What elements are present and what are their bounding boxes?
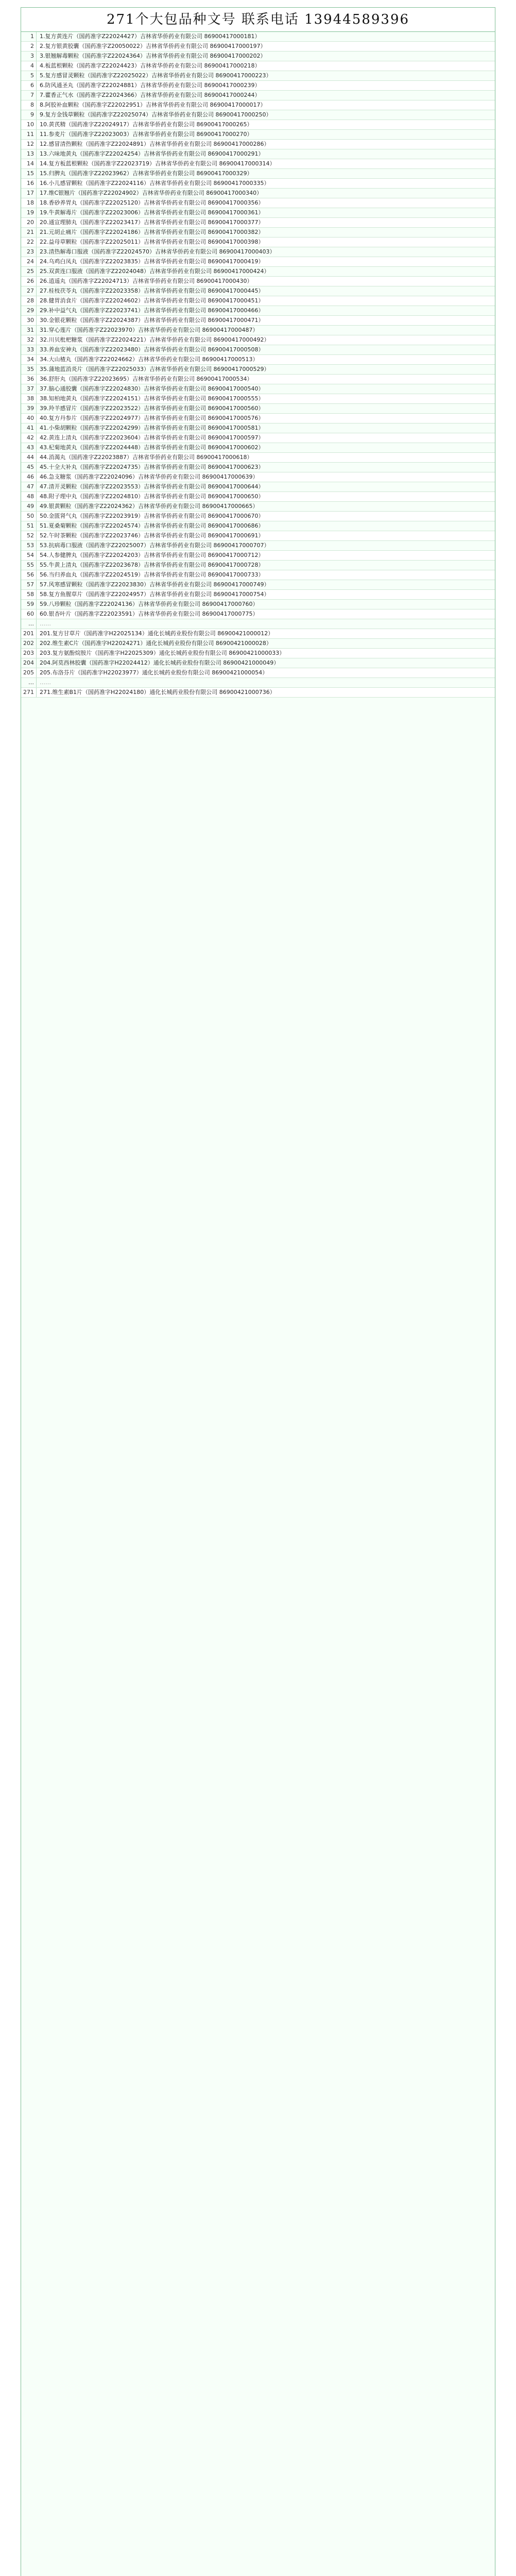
list-item — [21, 198, 495, 208]
list-item — [21, 433, 495, 443]
list-item — [21, 668, 495, 678]
row-number: 23 — [21, 247, 37, 257]
row-text: 52.午时茶颗粒（国药准字Z22023746）吉林省华侨药业有限公司 86900417000691） — [40, 532, 264, 539]
list-item — [21, 423, 495, 433]
row-text: 205.布洛芬片（国药准字H22023977）通化长城药业股份有限公司 86900421000054） — [40, 669, 268, 676]
list-item — [21, 492, 495, 502]
row-text: 7.藿香正气水（国药准字Z22024366）吉林省华侨药业有限公司 86900417000244） — [40, 92, 261, 98]
row-number: 29 — [21, 306, 37, 315]
row-text: 11.参麦片（国药准字Z22023003）吉林省华侨药业有限公司 86900417000270） — [40, 131, 253, 138]
list-item — [21, 355, 495, 365]
list-item — [21, 296, 495, 306]
list-item — [21, 600, 495, 609]
list-item — [21, 81, 495, 91]
row-text: 16.小儿感冒颗粒（国药准字Z22024116）吉林省华侨药业有限公司 86900417000335） — [40, 180, 270, 187]
row-text: 56.当归养血丸（国药准字Z22024519）吉林省华侨药业有限公司 86900417000733） — [40, 571, 264, 578]
row-number: 41 — [21, 423, 37, 433]
list-item — [21, 531, 495, 541]
list-item — [21, 120, 495, 130]
row-number: 33 — [21, 345, 37, 354]
list-item — [21, 52, 495, 61]
row-text: 5.复方感冒灵颗粒（国药准字Z22025022）吉林省华侨药业有限公司 86900417000223） — [40, 72, 272, 79]
list-item — [21, 61, 495, 71]
row-number: 202 — [21, 639, 37, 648]
list-item — [21, 375, 495, 384]
list-item — [21, 384, 495, 394]
list-item — [21, 130, 495, 140]
row-text: 271.维生素B1片（国药准字H22024180）通化长城药业股份有限公司 86900421000736） — [40, 689, 276, 696]
row-text: 58.复方鱼腥草片（国药准字Z22024957）吉林省华侨药业有限公司 86900417000754） — [40, 591, 270, 598]
row-number: 57 — [21, 580, 37, 589]
row-number: 9 — [21, 110, 37, 120]
row-text: 201.复方甘草片（国药准字H22025134）通化长城药业股份有限公司 86900421000012） — [40, 630, 274, 637]
row-text: 4.板蓝根颗粒（国药准字Z22024423）吉林省华侨药业有限公司 86900417000218） — [40, 62, 261, 69]
row-text: 24.乌鸡白凤丸（国药准字Z22023835）吉林省华侨药业有限公司 86900417000419） — [40, 258, 264, 265]
row-number: 17 — [21, 189, 37, 198]
row-text: 39.羚羊感冒片（国药准字Z22023522）吉林省华侨药业有限公司 86900417000560） — [40, 405, 264, 412]
row-number: 34 — [21, 355, 37, 364]
row-text: 57.风寒感冒颗粒（国药准字Z22023830）吉林省华侨药业有限公司 86900417000749） — [40, 581, 270, 588]
document-sheet — [21, 7, 495, 2576]
list-item — [21, 335, 495, 345]
row-number: 40 — [21, 414, 37, 423]
row-number: 46 — [21, 472, 37, 482]
row-text: 15.归脾丸（国药准字Z22023962）吉林省华侨药业有限公司 86900417000329） — [40, 170, 253, 177]
row-number: 59 — [21, 600, 37, 609]
row-text: 10.黄芪精（国药准字Z22024917）吉林省华侨药业有限公司 86900417000265） — [40, 121, 253, 128]
list-item — [21, 277, 495, 286]
row-text: 202.维生素C片（国药准字H22024271）通化长城药业股份有限公司 86900421000028） — [40, 640, 272, 647]
list-item — [21, 100, 495, 110]
row-number: 36 — [21, 375, 37, 384]
row-text: 20.通宣理肺丸（国药准字Z22023417）吉林省华侨药业有限公司 86900417000377） — [40, 219, 264, 226]
list-item — [21, 404, 495, 414]
row-text: 45.十全大补丸（国药准字Z22024735）吉林省华侨药业有限公司 86900417000623） — [40, 464, 264, 470]
row-list — [21, 32, 495, 2576]
list-item — [21, 619, 495, 629]
row-number: 21 — [21, 228, 37, 237]
row-text: 13.六味地黄丸（国药准字Z22024254）吉林省华侨药业有限公司 86900417000291） — [40, 150, 264, 157]
list-item — [21, 453, 495, 463]
row-number: 35 — [21, 365, 37, 374]
row-text: 17.维C银翘片（国药准字Z22024902）吉林省华侨药业有限公司 86900417000340） — [40, 190, 263, 196]
row-text: …… — [40, 620, 51, 627]
list-item — [21, 179, 495, 189]
list-item — [21, 512, 495, 521]
row-number: 30 — [21, 316, 37, 325]
list-item — [21, 570, 495, 580]
row-number: … — [21, 619, 37, 629]
list-item — [21, 443, 495, 453]
row-text: 50.金匮肾气丸（国药准字Z22023919）吉林省华侨药业有限公司 86900417000670） — [40, 513, 264, 519]
row-text: 46.急支糖浆（国药准字Z22024096）吉林省华侨药业有限公司 86900417000639） — [40, 473, 259, 480]
row-number: 7 — [21, 91, 37, 100]
document-title: 271个大包品种文号 联系电话 13944589396 — [21, 8, 495, 32]
list-item — [21, 345, 495, 355]
row-number: 4 — [21, 61, 37, 71]
list-item — [21, 189, 495, 198]
row-text: 14.复方板蓝根颗粒（国药准字Z22023719）吉林省华侨药业有限公司 86900417000314） — [40, 160, 276, 167]
row-number: 42 — [21, 433, 37, 443]
row-number: 204 — [21, 658, 37, 668]
list-item — [21, 649, 495, 658]
row-text: 53.抗病毒口服液（国药准字Z22025007）吉林省华侨药业有限公司 86900417000707） — [40, 542, 270, 549]
row-text: 23.清热解毒口服液（国药准字Z22024570）吉林省华侨药业有限公司 86900417000403） — [40, 248, 276, 255]
row-text: 54.人参健脾丸（国药准字Z22024203）吉林省华侨药业有限公司 86900417000712） — [40, 552, 264, 558]
list-item — [21, 678, 495, 688]
row-text: 27.桂枝茯苓丸（国药准字Z22023358）吉林省华侨药业有限公司 86900417000445） — [40, 287, 264, 294]
row-text: 21.元胡止痛片（国药准字Z22024186）吉林省华侨药业有限公司 86900417000382） — [40, 229, 264, 235]
list-item — [21, 629, 495, 639]
list-item — [21, 228, 495, 238]
row-number: 50 — [21, 512, 37, 521]
list-item — [21, 639, 495, 649]
row-text: 34.大山楂丸（国药准字Z22024662）吉林省华侨药业有限公司 86900417000513） — [40, 356, 259, 363]
row-number: 28 — [21, 296, 37, 306]
row-number: 25 — [21, 267, 37, 276]
row-number: 2 — [21, 42, 37, 51]
row-text: 37.脑心通胶囊（国药准字Z22024830）吉林省华侨药业有限公司 86900417000540） — [40, 385, 264, 392]
list-item — [21, 541, 495, 551]
row-text: 59.八珍颗粒（国药准字Z22024136）吉林省华侨药业有限公司 86900417000760） — [40, 601, 259, 607]
list-item — [21, 306, 495, 316]
row-number: 47 — [21, 482, 37, 492]
row-number: 39 — [21, 404, 37, 413]
row-number: 49 — [21, 502, 37, 511]
row-number: 15 — [21, 169, 37, 178]
row-number: 44 — [21, 453, 37, 462]
row-text: 48.附子理中丸（国药准字Z22024810）吉林省华侨药业有限公司 86900417000650） — [40, 493, 264, 500]
row-text: 203.复方氨酚烷胺片（国药准字H22025309）通化长城药业股份有限公司 86900421000033） — [40, 650, 285, 656]
list-item — [21, 414, 495, 423]
row-number: 201 — [21, 629, 37, 638]
list-item — [21, 110, 495, 120]
list-item — [21, 394, 495, 404]
row-number: 6 — [21, 81, 37, 90]
row-number: 43 — [21, 443, 37, 452]
row-text: 38.知柏地黄丸（国药准字Z22024151）吉林省华侨药业有限公司 86900417000555） — [40, 395, 264, 402]
row-number: 52 — [21, 531, 37, 540]
list-item — [21, 91, 495, 100]
row-number: 203 — [21, 649, 37, 658]
row-text: 32.川贝枇杷糖浆（国药准字Z22024221）吉林省华侨药业有限公司 86900417000492） — [40, 336, 270, 343]
row-number: 14 — [21, 159, 37, 168]
row-number: 27 — [21, 286, 37, 296]
list-item — [21, 316, 495, 326]
row-text: 3.银翘解毒颗粒（国药准字Z22024364）吉林省华侨药业有限公司 86900417000202） — [40, 53, 266, 59]
row-number: 38 — [21, 394, 37, 403]
row-number: 55 — [21, 561, 37, 570]
row-number: 19 — [21, 208, 37, 217]
row-number: 53 — [21, 541, 37, 550]
row-number: 271 — [21, 688, 37, 697]
row-text: 36.舒肝丸（国药准字Z22023695）吉林省华侨药业有限公司 86900417000534） — [40, 376, 253, 382]
row-text: …… — [40, 679, 51, 686]
row-text: 47.清开灵颗粒（国药准字Z22023553）吉林省华侨药业有限公司 86900417000644） — [40, 483, 264, 490]
row-text: 204.阿莫西林胶囊（国药准字H22024412）通化长城药业股份有限公司 86900421000049） — [40, 659, 280, 666]
row-number: 20 — [21, 218, 37, 227]
row-number: 54 — [21, 551, 37, 560]
row-number: 56 — [21, 570, 37, 580]
list-item — [21, 71, 495, 81]
list-item — [21, 208, 495, 218]
list-item — [21, 140, 495, 149]
row-text: 1.复方黄连片（国药准字Z22024427）吉林省华侨药业有限公司 86900417000181） — [40, 33, 261, 40]
row-number: 1 — [21, 32, 37, 41]
row-text: 31.穿心莲片（国药准字Z22023970）吉林省华侨药业有限公司 86900417000487） — [40, 327, 259, 333]
list-item — [21, 159, 495, 169]
list-item — [21, 169, 495, 179]
row-text: 43.杞菊地黄丸（国药准字Z22024448）吉林省华侨药业有限公司 86900417000602） — [40, 444, 264, 451]
list-item — [21, 42, 495, 52]
list-item — [21, 502, 495, 512]
row-number: 22 — [21, 238, 37, 247]
row-text: 6.防风通圣丸（国药准字Z22024881）吉林省华侨药业有限公司 86900417000239） — [40, 82, 261, 89]
list-item — [21, 267, 495, 277]
list-item — [21, 238, 495, 247]
row-text: 60.银杏叶片（国药准字Z22023591）吉林省华侨药业有限公司 86900417000775） — [40, 611, 259, 617]
row-text: 44.消渴丸（国药准字Z22023887）吉林省华侨药业有限公司 86900417000618） — [40, 454, 253, 461]
list-item — [21, 580, 495, 590]
row-text: 29.补中益气丸（国药准字Z22023741）吉林省华侨药业有限公司 86900417000466） — [40, 307, 264, 314]
row-text: 41.小柴胡颗粒（国药准字Z22024299）吉林省华侨药业有限公司 86900417000581） — [40, 425, 264, 431]
row-text: 12.感冒清热颗粒（国药准字Z22024891）吉林省华侨药业有限公司 86900417000286） — [40, 141, 270, 147]
list-item — [21, 286, 495, 296]
list-item — [21, 551, 495, 561]
row-number: 16 — [21, 179, 37, 188]
row-text: 33.养血安神丸（国药准字Z22023480）吉林省华侨药业有限公司 86900417000508） — [40, 346, 264, 353]
row-text: 28.健胃消食片（国药准字Z22024602）吉林省华侨药业有限公司 86900417000451） — [40, 297, 264, 304]
list-item — [21, 590, 495, 600]
row-number: 51 — [21, 521, 37, 531]
list-item — [21, 326, 495, 335]
row-number: 24 — [21, 257, 37, 266]
row-text: 8.阿胶补血颗粒（国药准字Z22022951）吉林省华侨药业有限公司 86900417000017） — [40, 101, 266, 108]
list-item — [21, 658, 495, 668]
row-text: 25.双黄连口服液（国药准字Z22024048）吉林省华侨药业有限公司 86900417000424） — [40, 268, 270, 275]
list-item — [21, 521, 495, 531]
row-number: 45 — [21, 463, 37, 472]
list-item — [21, 32, 495, 42]
list-item — [21, 463, 495, 472]
row-text: 2.复方银黄胶囊（国药准字Z20050022）吉林省华侨药业有限公司 86900417000197） — [40, 43, 266, 49]
row-text: 51.夏桑菊颗粒（国药准字Z22024574）吉林省华侨药业有限公司 86900417000686） — [40, 522, 264, 529]
list-item — [21, 257, 495, 267]
row-text: 19.牛黄解毒片（国药准字Z22023006）吉林省华侨药业有限公司 86900417000361） — [40, 209, 264, 216]
row-number: 37 — [21, 384, 37, 394]
row-number: 58 — [21, 590, 37, 599]
row-number: 48 — [21, 492, 37, 501]
row-text: 49.银黄颗粒（国药准字Z22024362）吉林省华侨药业有限公司 86900417000665） — [40, 503, 259, 510]
row-number: 8 — [21, 100, 37, 110]
row-number: 18 — [21, 198, 37, 208]
list-item — [21, 688, 495, 698]
row-number: 26 — [21, 277, 37, 286]
list-item — [21, 247, 495, 257]
list-item — [21, 561, 495, 570]
row-text: 18.香砂养胃丸（国药准字Z22025120）吉林省华侨药业有限公司 86900417000356） — [40, 199, 264, 206]
row-number: 32 — [21, 335, 37, 345]
row-number: 31 — [21, 326, 37, 335]
row-number: … — [21, 678, 37, 687]
row-text: 9.复方金钱草颗粒（国药准字Z22025074）吉林省华侨药业有限公司 86900417000250） — [40, 111, 272, 118]
list-item — [21, 472, 495, 482]
row-text: 22.益母草颗粒（国药准字Z22025011）吉林省华侨药业有限公司 86900417000398） — [40, 239, 264, 245]
list-item — [21, 218, 495, 228]
row-number: 205 — [21, 668, 37, 677]
list-item — [21, 149, 495, 159]
row-text: 40.复方丹参片（国药准字Z22024977）吉林省华侨药业有限公司 86900417000576） — [40, 415, 264, 421]
row-number: 3 — [21, 52, 37, 61]
row-number: 11 — [21, 130, 37, 139]
list-item — [21, 482, 495, 492]
row-number: 12 — [21, 140, 37, 149]
row-text: 35.蒲地蓝消炎片（国药准字Z22025033）吉林省华侨药业有限公司 86900417000529） — [40, 366, 270, 372]
row-text: 55.牛黄上清丸（国药准字Z22023678）吉林省华侨药业有限公司 86900417000728） — [40, 562, 264, 568]
list-item — [21, 365, 495, 375]
row-text: 30.金银花颗粒（国药准字Z22024387）吉林省华侨药业有限公司 86900417000471） — [40, 317, 264, 324]
row-number: 60 — [21, 609, 37, 619]
row-text: 42.黄连上清丸（国药准字Z22023604）吉林省华侨药业有限公司 86900417000597） — [40, 434, 264, 441]
row-number: 13 — [21, 149, 37, 159]
row-text: 26.逍遥丸（国药准字Z22024713）吉林省华侨药业有限公司 86900417000430） — [40, 278, 253, 284]
row-number: 5 — [21, 71, 37, 80]
list-item — [21, 609, 495, 619]
row-number: 10 — [21, 120, 37, 129]
